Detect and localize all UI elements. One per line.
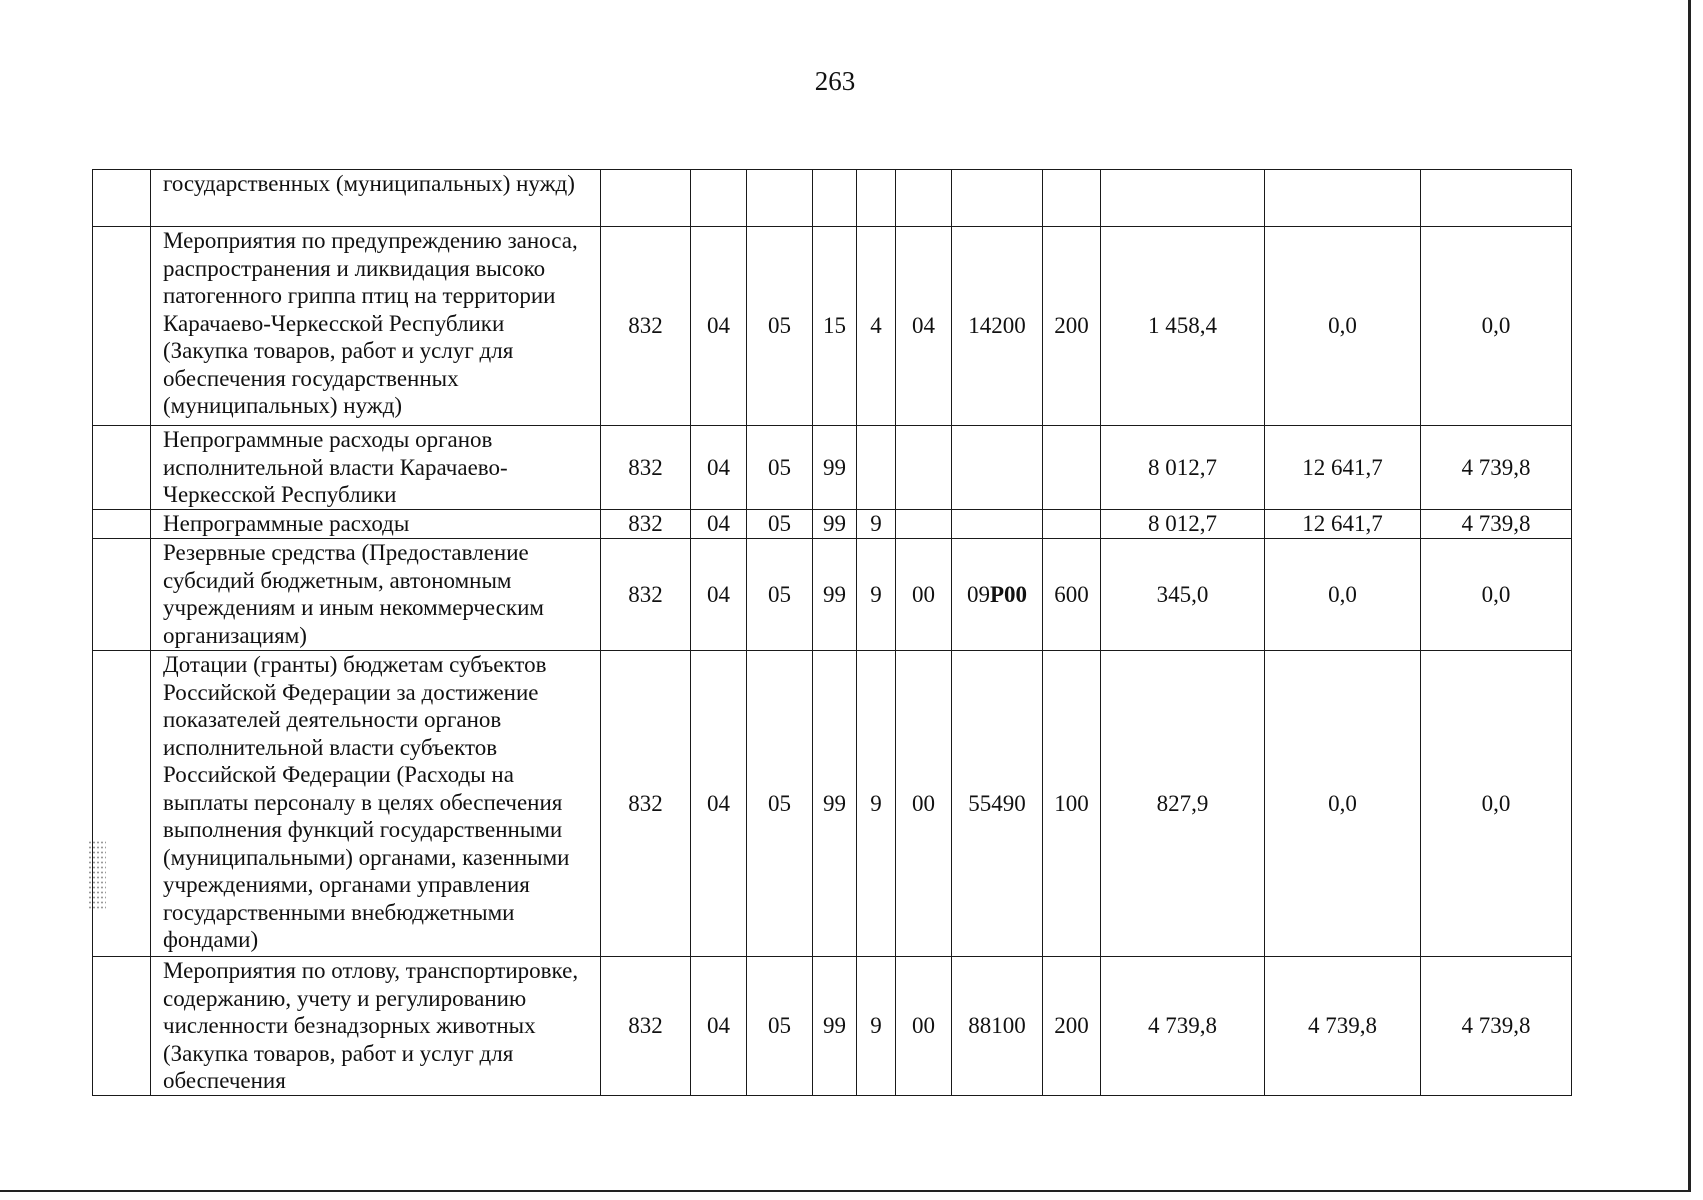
code-measure: 00 <box>896 957 952 1096</box>
amount-year-1: 8 012,7 <box>1101 510 1265 539</box>
table-row <box>93 510 1572 539</box>
code-program: 99 <box>813 651 857 957</box>
code-subsection: 05 <box>747 227 813 426</box>
code-expense-type <box>1043 426 1101 510</box>
row-number-cell <box>93 170 151 227</box>
code-ministry: 832 <box>601 510 691 539</box>
table-row <box>93 426 1572 510</box>
code-subprogram <box>857 170 896 227</box>
code-expense-type: 200 <box>1043 957 1101 1096</box>
code-direction <box>952 510 1043 539</box>
amount-year-1: 827,9 <box>1101 651 1265 957</box>
table-row <box>93 539 1572 651</box>
amount-year-2: 12 641,7 <box>1265 510 1421 539</box>
row-name: Непрограммные расходы органов исполнительной власти Карачаево-Черкесской Республики <box>151 426 601 510</box>
code-program: 15 <box>813 227 857 426</box>
amount-year-3: 4 739,8 <box>1421 510 1572 539</box>
page-border-bottom <box>0 1190 1691 1192</box>
code-ministry <box>601 170 691 227</box>
table-row <box>93 170 1572 227</box>
code-direction <box>952 170 1043 227</box>
amount-year-2: 4 739,8 <box>1265 957 1421 1096</box>
amount-year-2: 0,0 <box>1265 539 1421 651</box>
amount-year-2: 12 641,7 <box>1265 426 1421 510</box>
code-expense-type: 100 <box>1043 651 1101 957</box>
amount-year-2: 0,0 <box>1265 227 1421 426</box>
row-number-cell <box>93 651 151 957</box>
table-row <box>93 651 1572 957</box>
code-measure <box>896 426 952 510</box>
code-measure <box>896 170 952 227</box>
row-name: Непрограммные расходы <box>151 510 601 539</box>
code-section: 04 <box>691 227 747 426</box>
code-subprogram: 4 <box>857 227 896 426</box>
amount-year-3: 0,0 <box>1421 227 1572 426</box>
amount-year-1: 8 012,7 <box>1101 426 1265 510</box>
amount-year-3 <box>1421 170 1572 227</box>
code-direction: 14200 <box>952 227 1043 426</box>
code-measure <box>896 510 952 539</box>
code-section: 04 <box>691 651 747 957</box>
row-name: Мероприятия по отлову, транспортировке, содержанию, учету и регулированию численности безнадзорных животных (Закупка товаров, работ и услуг для обеспечения <box>151 957 601 1096</box>
page-number: 263 <box>814 66 856 96</box>
page-border-right <box>1688 0 1691 1192</box>
amount-year-3: 4 739,8 <box>1421 426 1572 510</box>
code-expense-type <box>1043 510 1101 539</box>
row-number-cell <box>93 510 151 539</box>
code-program <box>813 170 857 227</box>
budget-table <box>92 169 1572 1096</box>
code-program: 99 <box>813 539 857 651</box>
row-number-cell <box>93 426 151 510</box>
row-name: государственных (муниципальных) нужд) <box>151 170 601 227</box>
table-row <box>93 227 1572 426</box>
amount-year-1: 345,0 <box>1101 539 1265 651</box>
amount-year-3: 0,0 <box>1421 651 1572 957</box>
code-measure: 00 <box>896 539 952 651</box>
code-subsection: 05 <box>747 957 813 1096</box>
code-subsection: 05 <box>747 651 813 957</box>
code-subprogram: 9 <box>857 510 896 539</box>
code-direction-suffix: P00 <box>989 581 1028 607</box>
code-expense-type: 200 <box>1043 227 1101 426</box>
amount-year-3: 0,0 <box>1421 539 1572 651</box>
code-program: 99 <box>813 510 857 539</box>
code-subsection: 05 <box>747 510 813 539</box>
code-ministry: 832 <box>601 539 691 651</box>
code-expense-type <box>1043 170 1101 227</box>
table-row <box>93 957 1572 1096</box>
code-direction: 55490 <box>952 651 1043 957</box>
code-direction: 88100 <box>952 957 1043 1096</box>
row-number-cell <box>93 957 151 1096</box>
code-subprogram: 9 <box>857 957 896 1096</box>
code-subprogram <box>857 426 896 510</box>
code-section: 04 <box>691 426 747 510</box>
code-section <box>691 170 747 227</box>
code-subsection: 05 <box>747 539 813 651</box>
amount-year-1: 4 739,8 <box>1101 957 1265 1096</box>
code-ministry: 832 <box>601 227 691 426</box>
code-measure: 00 <box>896 651 952 957</box>
row-name: Дотации (гранты) бюджетам субъектов Российской Федерации за достижение показателей деятельности органов исполнительной власти субъектов Российской Федерации (Расходы на выплаты персоналу в целях обеспечения выполнения функций государственными (муниципальными) органами, казенными учреждениями, органами управления государственными внебюджетными фондами) <box>151 651 601 957</box>
code-ministry: 832 <box>601 651 691 957</box>
code-direction <box>952 539 1043 651</box>
code-program: 99 <box>813 426 857 510</box>
code-ministry: 832 <box>601 426 691 510</box>
code-measure: 04 <box>896 227 952 426</box>
code-subsection: 05 <box>747 426 813 510</box>
code-subprogram: 9 <box>857 539 896 651</box>
amount-year-3: 4 739,8 <box>1421 957 1572 1096</box>
code-expense-type: 600 <box>1043 539 1101 651</box>
code-subsection <box>747 170 813 227</box>
amount-year-1: 1 458,4 <box>1101 227 1265 426</box>
code-section: 04 <box>691 510 747 539</box>
row-number-cell <box>93 227 151 426</box>
code-direction-prefix: 09 <box>966 581 990 607</box>
code-direction <box>952 426 1043 510</box>
code-section: 04 <box>691 539 747 651</box>
code-subprogram: 9 <box>857 651 896 957</box>
row-number-cell <box>93 539 151 651</box>
code-ministry: 832 <box>601 957 691 1096</box>
code-section: 04 <box>691 957 747 1096</box>
row-name: Мероприятия по предупреждению заноса, распространения и ликвидация высоко патогенного гриппа птиц на территории Карачаево-Черкесской Республики (Закупка товаров, работ и услуг для обеспечения государственных (муниципальных) нужд) <box>151 227 601 426</box>
row-name: Резервные средства (Предоставление субсидий бюджетным, автономным учреждениям и иным некоммерческим организациям) <box>151 539 601 651</box>
amount-year-2 <box>1265 170 1421 227</box>
amount-year-2: 0,0 <box>1265 651 1421 957</box>
amount-year-1 <box>1101 170 1265 227</box>
code-program: 99 <box>813 957 857 1096</box>
